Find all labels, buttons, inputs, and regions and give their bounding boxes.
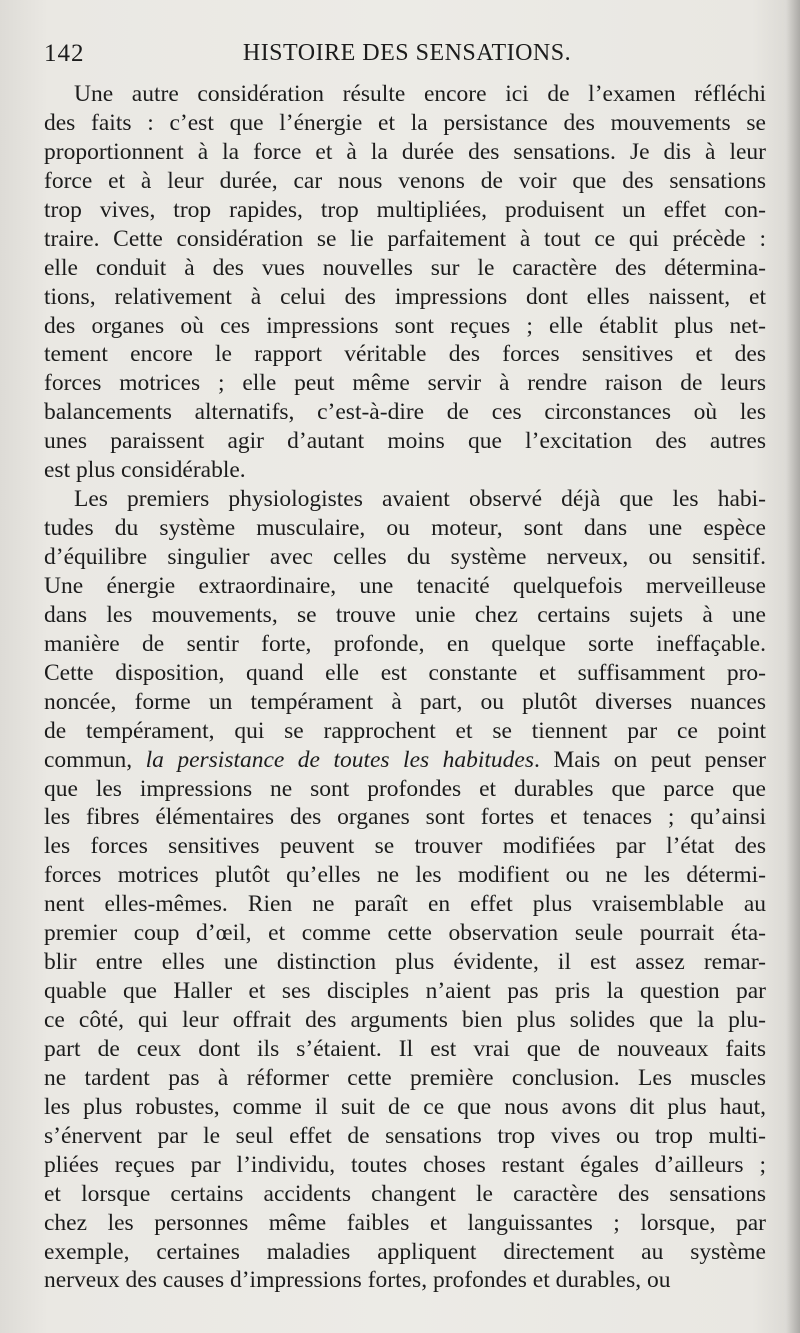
text-line: forces motrices ; elle peut même servir à rendre raison de leurs xyxy=(44,370,766,397)
text-line: exemple, certaines maladies appliquent directement au système xyxy=(44,1238,766,1265)
text-line: est plus considérable. xyxy=(44,457,246,484)
text-line: Une autre considération résulte encore ici de l’examen réfléchi xyxy=(74,81,766,107)
page-number: 142 xyxy=(44,40,85,67)
text-line: nent elles-mêmes. Rien ne paraît en effet plus vraisemblable au xyxy=(44,891,766,918)
text-line: pliées reçues par l’individu, toutes choses restant égales d’ailleurs ; xyxy=(44,1151,766,1178)
text-line xyxy=(44,746,766,775)
text-line: tions, relativement à celui des impressions dont elles naissent, et xyxy=(44,283,766,310)
paragraph xyxy=(44,485,766,1295)
text-line: quable que Haller et ses disciples n’aient pas pris la question par xyxy=(44,978,766,1005)
text-line: Une énergie extraordinaire, une tenacité quelquefois merveilleuse xyxy=(44,572,766,599)
text-line: les plus robustes, comme il suit de ce que nous avons dit plus haut, xyxy=(44,1093,766,1120)
text-line: des faits : c’est que l’énergie et la persistance des mouvements se xyxy=(44,109,766,136)
text-line: de tempérament, qui se rapprochent et se tiennent par ce point xyxy=(44,717,766,744)
italic-phrase: la persistance de toutes les habitudes xyxy=(145,746,534,773)
page-header xyxy=(44,40,770,74)
text-line: proportionnent à la force et à la durée des sensations. Je dis à leur xyxy=(44,138,766,165)
text-line: s’énervent par le seul effet de sensations trop vives ou trop multi- xyxy=(44,1122,766,1149)
text-line: traire. Cette considération se lie parfaitement à tout ce qui précède : xyxy=(44,225,766,252)
text-line: nerveux des causes d’impressions fortes, profondes et durables, ou xyxy=(44,1267,671,1294)
text-line: d’équilibre singulier avec celles du système nerveux, ou sensitif. xyxy=(44,544,766,570)
text-line: forces motrices plutôt qu’elles ne les modifient ou ne les détermi- xyxy=(44,862,766,889)
page-edge-shadow xyxy=(786,0,800,1333)
text-line: trop vives, trop rapides, trop multipliées, produisent un effet con- xyxy=(44,196,766,223)
text-line: dans les mouvements, se trouve unie chez certains sujets à une xyxy=(44,601,766,628)
text-line: manière de sentir forte, profonde, en quelque sorte ineffaçable. xyxy=(44,630,766,657)
text-segment: . Mais on peut penser xyxy=(533,746,766,773)
text-line: unes paraissent agir d’autant moins que l’excitation des autres xyxy=(44,428,766,455)
text-segment: commun, xyxy=(44,746,146,773)
running-head: HISTOIRE DES SENSATIONS. xyxy=(242,40,572,66)
text-line: premier coup d’œil, et comme cette observation seule pourrait éta- xyxy=(44,920,766,947)
text-line: ne tardent pas à réformer cette première conclusion. Les muscles xyxy=(44,1064,766,1091)
text-line: force et à leur durée, car nous venons de voir que des sensations xyxy=(44,167,766,194)
text-line: chez les personnes même faibles et languissantes ; lorsque, par xyxy=(44,1209,766,1236)
text-line: et lorsque certains accidents changent le caractère des sensations xyxy=(44,1180,766,1207)
text-line: balancements alternatifs, c’est-à-dire de ces circonstances où les xyxy=(44,399,766,426)
text-line: les fibres élémentaires des organes sont fortes et tenaces ; qu’ainsi xyxy=(44,804,766,831)
text-line: part de ceux dont ils s’étaient. Il est vrai que de nouveaux faits xyxy=(44,1035,766,1062)
text-line: tement encore le rapport véritable des forces sensitives et des xyxy=(44,341,766,368)
text-line: ce côté, qui leur offrait des arguments bien plus solides que la plu- xyxy=(44,1007,766,1033)
text-line: des organes où ces impressions sont reçues ; elle établit plus net- xyxy=(44,312,766,339)
text-line: les forces sensitives peuvent se trouver modifiées par l’état des xyxy=(44,833,766,860)
text-line: blir entre elles une distinction plus évidente, il est assez remar- xyxy=(44,949,766,976)
text-line: elle conduit à des vues nouvelles sur le caractère des détermina- xyxy=(44,254,766,281)
body-text xyxy=(44,80,766,1295)
text-line: noncée, forme un tempérament à part, ou plutôt diverses nuances xyxy=(44,688,766,715)
text-line: Cette disposition, quand elle est constante et suffisamment pro- xyxy=(44,659,766,686)
text-line: tudes du système musculaire, ou moteur, sont dans une espèce xyxy=(44,515,766,542)
paragraph xyxy=(44,80,766,485)
text-line: Les premiers physiologistes avaient observé déjà que les habi- xyxy=(74,486,766,513)
text-line: que les impressions ne sont profondes et durables que parce que xyxy=(44,775,766,802)
